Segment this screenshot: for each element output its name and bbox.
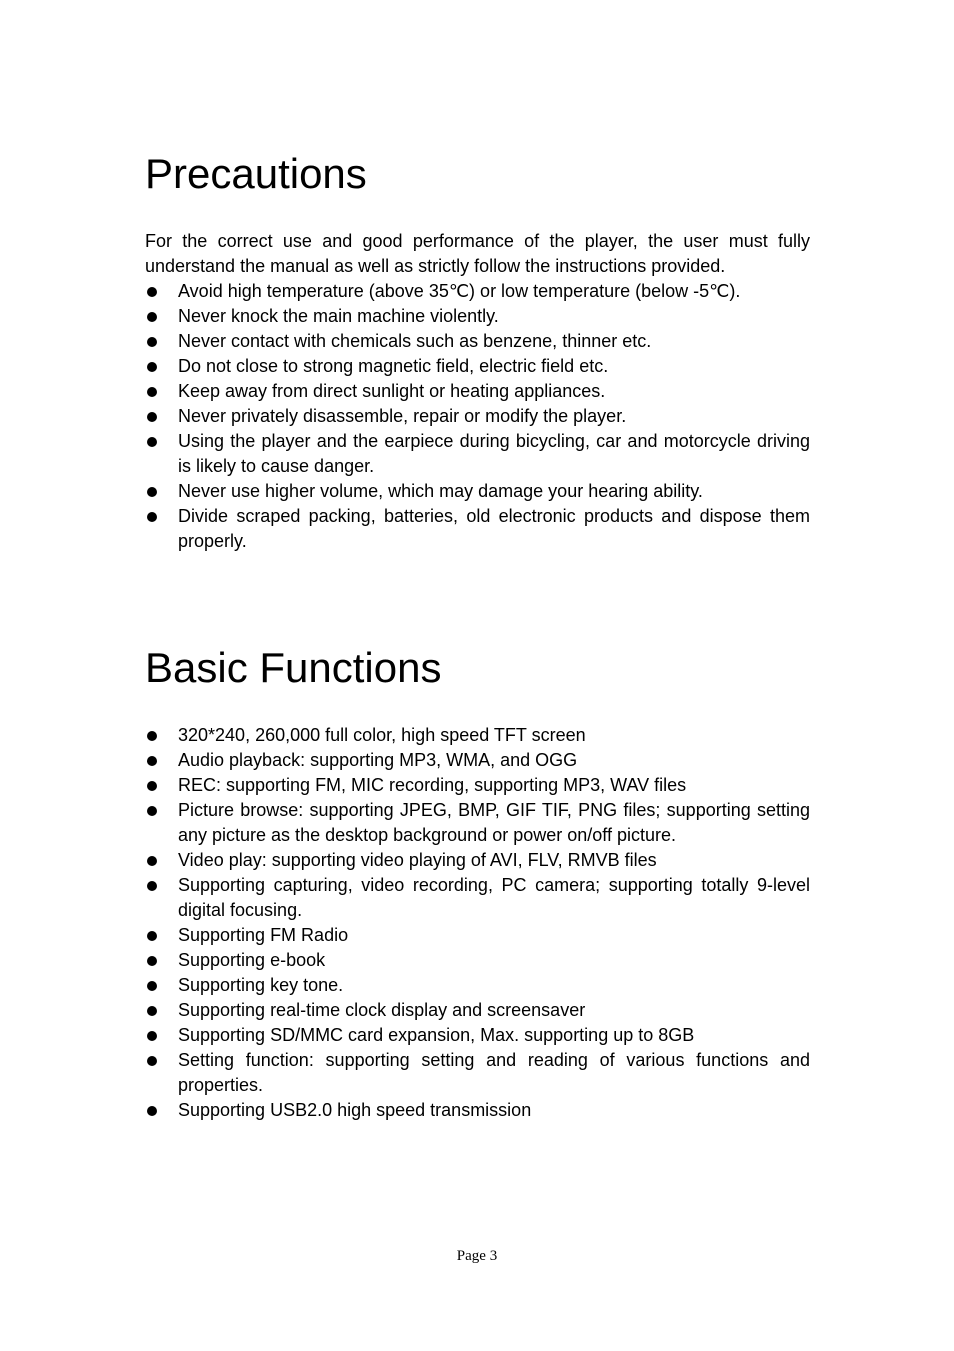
list-item: [145, 1023, 810, 1048]
list-item-text: Keep away from direct sunlight or heating appliances.: [178, 381, 606, 401]
precautions-intro: For the correct use and good performance of the player, the user must fully understand the manual as well as strictly follow the instructions provided.: [145, 231, 810, 276]
list-item: [145, 504, 810, 554]
list-item-text: Supporting real-time clock display and screensaver: [178, 1000, 586, 1020]
precautions-heading: Precautions: [145, 150, 367, 197]
bullet-icon: [147, 731, 157, 741]
list-item-text: Using the player and the earpiece during bicycling, car and motorcycle driving is likely to cause danger.: [178, 431, 810, 476]
bullet-icon: [147, 1106, 157, 1116]
list-item-text: Supporting capturing, video recording, PC camera; supporting totally 9-level digital focusing.: [178, 875, 810, 920]
list-item-text: REC: supporting FM, MIC recording, supporting MP3, WAV files: [178, 775, 687, 795]
bullet-icon: [147, 487, 157, 497]
list-item: [145, 404, 810, 429]
list-item: [145, 948, 810, 973]
list-item-text: Supporting e-book: [178, 950, 326, 970]
bullet-icon: [147, 856, 157, 866]
list-item: [145, 1048, 810, 1098]
list-item: [145, 873, 810, 923]
list-item-text: Avoid high temperature (above 35℃) or low temperature (below -5℃).: [178, 281, 741, 301]
basic-functions-section: [145, 644, 810, 1123]
bullet-icon: [147, 512, 157, 522]
precautions-section: [145, 150, 810, 554]
list-item-text: Do not close to strong magnetic field, electric field etc.: [178, 356, 609, 376]
bullet-icon: [147, 1056, 157, 1066]
list-item: [145, 279, 810, 304]
list-item: [145, 998, 810, 1023]
list-item-text: Picture browse: supporting JPEG, BMP, GIF TIF, PNG files; supporting setting any picture as the desktop background or power on/off picture.: [178, 800, 810, 845]
bullet-icon: [147, 287, 157, 297]
bullet-icon: [147, 337, 157, 347]
list-item: [145, 748, 810, 773]
list-item-text: Supporting SD/MMC card expansion, Max. supporting up to 8GB: [178, 1025, 695, 1045]
bullet-icon: [147, 881, 157, 891]
list-item-text: Setting function: supporting setting and reading of various functions and properties.: [178, 1050, 810, 1095]
list-item-text: Supporting key tone.: [178, 975, 344, 995]
list-item: [145, 973, 810, 998]
list-item: [145, 798, 810, 848]
list-item-text: Video play: supporting video playing of AVI, FLV, RMVB files: [178, 850, 657, 870]
list-item-text: 320*240, 260,000 full color, high speed TFT screen: [178, 725, 586, 745]
bullet-icon: [147, 437, 157, 447]
list-item: [145, 429, 810, 479]
list-item: [145, 723, 810, 748]
list-item: [145, 479, 810, 504]
bullet-icon: [147, 362, 157, 372]
bullet-icon: [147, 981, 157, 991]
list-item: [145, 354, 810, 379]
list-item: [145, 304, 810, 329]
list-item: [145, 329, 810, 354]
bullet-icon: [147, 931, 157, 941]
list-item: [145, 923, 810, 948]
bullet-icon: [147, 781, 157, 791]
bullet-icon: [147, 412, 157, 422]
bullet-icon: [147, 1006, 157, 1016]
list-item-text: Audio playback: supporting MP3, WMA, and OGG: [178, 750, 578, 770]
bullet-icon: [147, 806, 157, 816]
list-item: [145, 1098, 810, 1123]
basic-functions-heading: Basic Functions: [145, 644, 442, 691]
list-item-text: Never knock the main machine violently.: [178, 306, 499, 326]
list-item-text: Supporting FM Radio: [178, 925, 349, 945]
bullet-icon: [147, 312, 157, 322]
bullet-icon: [147, 756, 157, 766]
list-item-text: Supporting USB2.0 high speed transmission: [178, 1100, 532, 1120]
bullet-icon: [147, 956, 157, 966]
list-item-text: Never use higher volume, which may damage your hearing ability.: [178, 481, 703, 501]
list-item: [145, 848, 810, 873]
bullet-icon: [147, 1031, 157, 1041]
basic-functions-list: [145, 723, 810, 1123]
list-item: [145, 773, 810, 798]
page-number: Page 3: [456, 1248, 498, 1264]
list-item-text: Never contact with chemicals such as benzene, thinner etc.: [178, 331, 652, 351]
bullet-icon: [147, 387, 157, 397]
list-item-text: Never privately disassemble, repair or modify the player.: [178, 406, 627, 426]
precautions-list: [145, 279, 810, 554]
list-item: [145, 379, 810, 404]
list-item-text: Divide scraped packing, batteries, old electronic products and dispose them properly.: [178, 506, 810, 551]
